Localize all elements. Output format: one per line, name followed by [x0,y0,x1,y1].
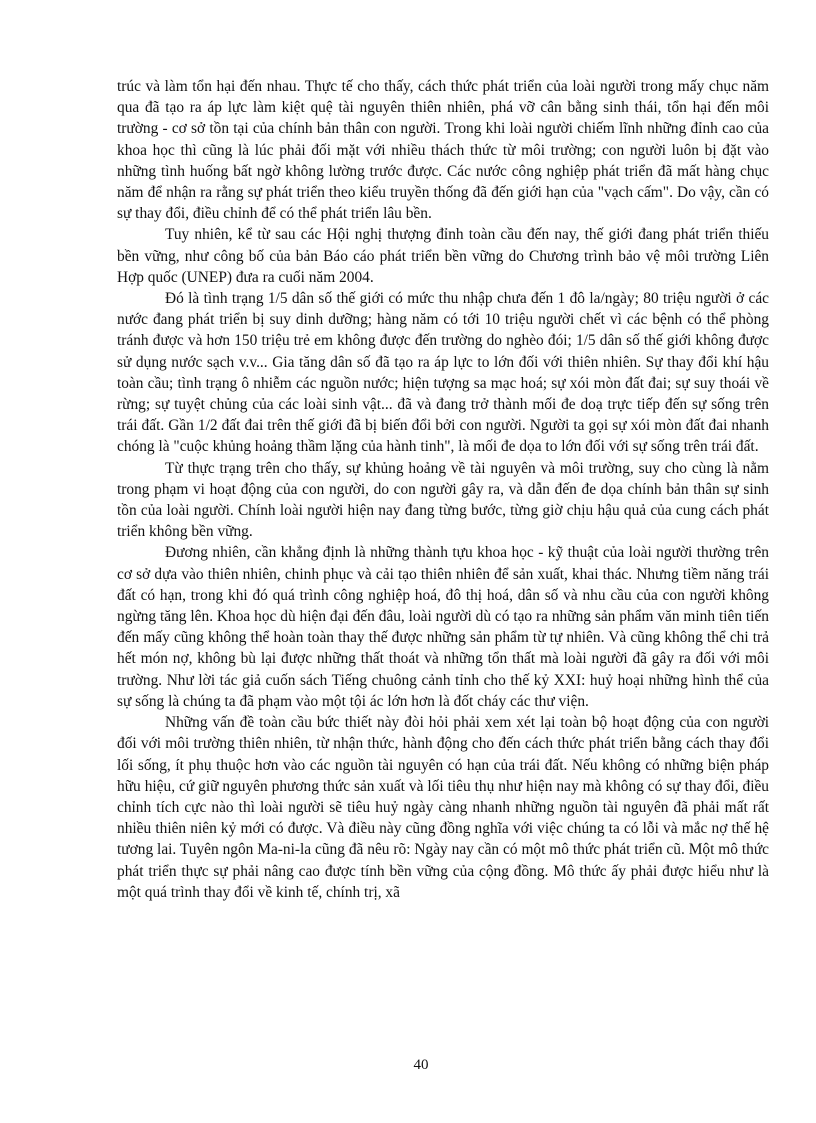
paragraph-global-issues: Những vấn đề toàn cầu bức thiết này đòi hỏi phải xem xét lại toàn bộ hoạt động của con người đối với môi trường thiên nhiên, từ nhận thức, hành động cho đến cách thức phát triển bằng cách thay đổi lối sống, ít phụ thuộc hơn vào các nguồn tài nguyên có hạn của trái đất. Nếu không có những biện pháp hữu hiệu, cứ giữ nguyên phương thức sản xuất và lối tiêu thụ như hiện nay mà không có sự thay đổi, điều chỉnh tích cực nào thì loài người sẽ tiêu huỷ ngày càng nhanh những nguồn tài nguyên đã phải mất rất nhiều thiên niên kỷ mới có được. Và điều này cũng đồng nghĩa với việc chúng ta có lỗi và mắc nợ thế hệ tương lai. Tuyên ngôn Ma-ni-la cũng đã nêu rõ: Ngày nay cần có một mô thức phát triển cũ. Một mô thức phát triển thực sự phải nâng cao được tính bền vững của cộng đồng. Mô thức ấy phải được hiểu như là một quá trình thay đổi về kinh tế, chính trị, xã [117,714,769,901]
page-number: 40 [413,1057,429,1073]
paragraph-continuation: trúc và làm tổn hại đến nhau. Thực tế cho thấy, cách thức phát triển của loài người trong mấy chục năm qua đã tạo ra áp lực làm kiệt quệ tài nguyên thiên nhiên, phá vỡ cân bằng sinh thái, tổn hại đến môi trường - cơ sở tồn tại của chính bản thân con người. Trong khi loài người chiếm lĩnh những đỉnh cao của khoa học thì cũng là lúc phải đối mặt với nhiều thách thức từ môi trường; con người luôn bị đặt vào những tình huống bất ngờ không lường trước được. Các nước công nghiệp phát triển đã mất hàng chục năm để nhận ra rằng sự phát triển theo kiểu truyền thống đã đến giới hạn của "vạch cấm". Do vậy, cần có sự thay đổi, điều chỉnh để có thể phát triển lâu bền. [117,78,769,223]
paragraph-crisis-cause: Từ thực trạng trên cho thấy, sự khủng hoảng về tài nguyên và môi trường, suy cho cùng là nằm trong phạm vi hoạt động của con người, do con người gây ra, và dẫn đến đe dọa chính bản thân sự sinh tồn của loài người. Chính loài người hiện nay đang từng bước, từng giờ chịu hậu quả của cung cách phát triển không bền vững. [117,459,769,541]
paragraph-unep-report: Tuy nhiên, kể từ sau các Hội nghị thượng đỉnh toàn cầu đến nay, thế giới đang phát triển thiếu bền vững, như công bố của bản Báo cáo phát triển bền vững do Chương trình bảo vệ môi trường Liên Hợp quốc (UNEP) đưa ra cuối năm 2004. [117,226,769,286]
paragraph-global-situation: Đó là tình trạng 1/5 dân số thế giới có mức thu nhập chưa đến 1 đô la/ngày; 80 triệu người ở các nước đang phát triển bị suy dinh dưỡng; hàng năm có tới 10 triệu người chết vì các bệnh có thể phòng tránh được và hơn 150 triệu trẻ em không được đến trường do nghèo đói; 1/5 dân số thế giới không được sử dụng nước sạch v.v... Gia tăng dân số đã tạo ra áp lực to lớn đối với thiên nhiên. Sự thay đổi khí hậu toàn cầu; tình trạng ô nhiễm các nguồn nước; hiện tượng sa mạc hoá; sự xói mòn đất đai; sự suy thoái về rừng; sự tuyệt chủng của các loài sinh vật... đã và đang trở thành mối đe doạ trực tiếp đến sự sống trên trái đất. Gần 1/2 đất đai trên thế giới đã bị biến đổi bởi con người. Người ta gọi sự xói mòn đất đai nhanh chóng là "cuộc khủng hoảng thầm lặng của hành tinh", là mối đe dọa to lớn đối với sự sống trên trái đất. [117,290,769,456]
paragraph-science-limits: Đương nhiên, cần khẳng định là những thành tựu khoa học - kỹ thuật của loài người thường trên cơ sở dựa vào thiên nhiên, chinh phục và cải tạo thiên nhiên để sản xuất, khai thác. Nhưng tiềm năng trái đất có hạn, trong khi đó quá trình công nghiệp hoá, đô thị hoá, dân số và nhu cầu của con người không ngừng tăng lên. Khoa học dù hiện đại đến đâu, loài người dù có tạo ra những sản phẩm văn minh tiên tiến đến mấy cũng không thể hoàn toàn thay thế được những sản phẩm từ tự nhiên. Và cũng không thể chi trả hết món nợ, không bù lại được những thất thoát và những tổn thất mà loài người đã gây ra đối với môi trường. Như lời tác giả cuốn sách Tiếng chuông cảnh tỉnh cho thế kỷ XXI: huỷ hoại những hình thể của sự sống là chúng ta đã phạm vào một tội ác lớn hơn là đốt cháy các thư viện. [117,544,769,710]
document-body [117,76,769,903]
